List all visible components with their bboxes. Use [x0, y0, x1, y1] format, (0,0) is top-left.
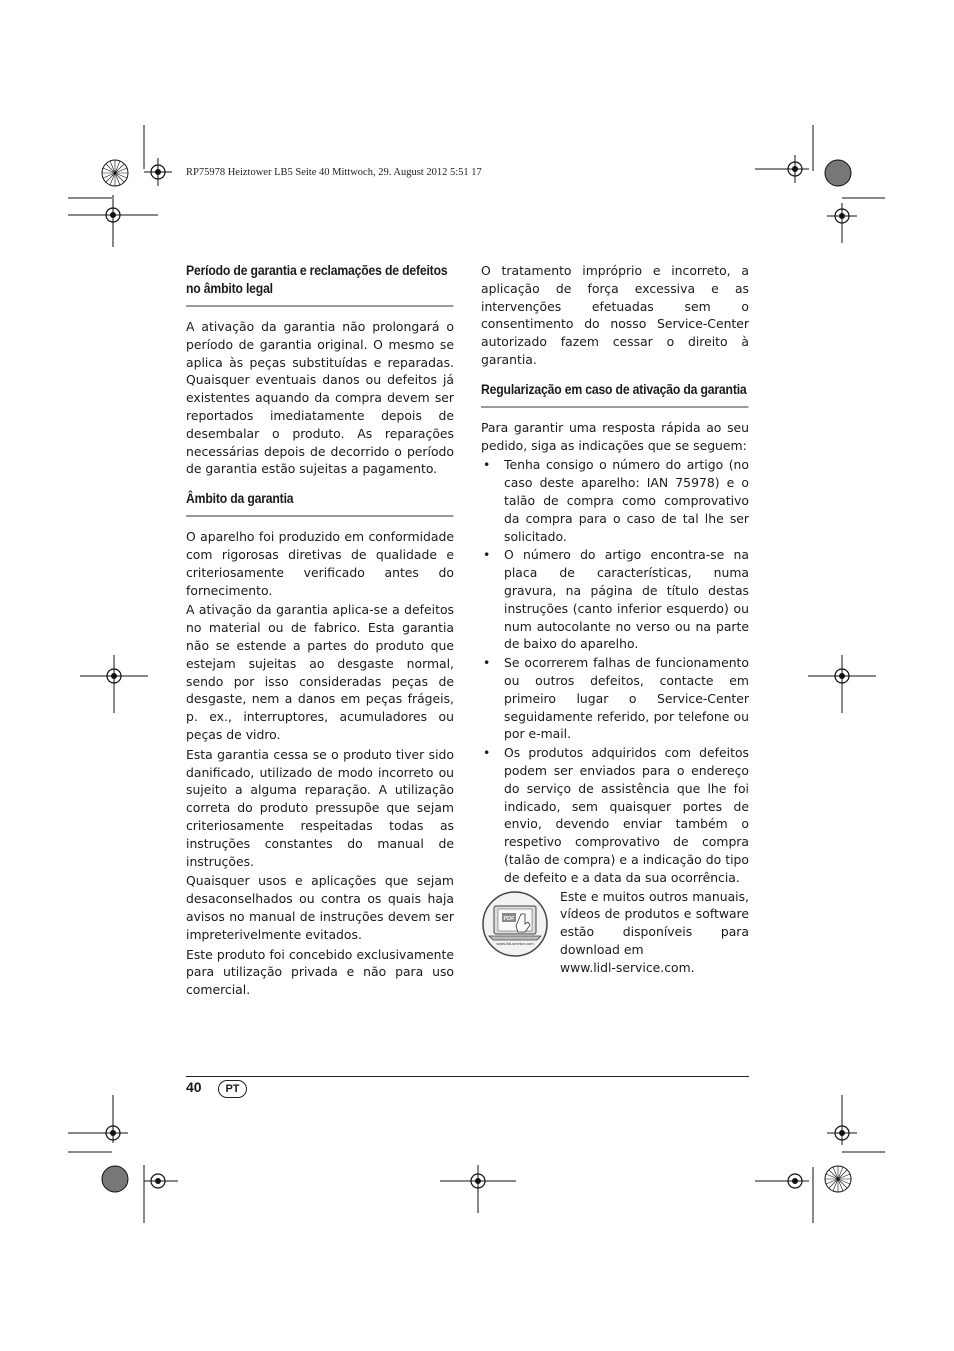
heading-warranty-scope: Âmbito da garantia	[186, 490, 453, 517]
pdf-badge-text: PDF	[503, 915, 515, 922]
pdf-download-icon	[481, 890, 549, 958]
icon-url-text: www.lidl-service.com	[496, 940, 534, 946]
paragraph-improper-use: O tratamento impróprio e incorreto, a aplicação de força excessiva e as intervenções efetuadas sem o consentimento do nosso Service-Center autorizado fazem cessar o direito à garantia.	[481, 263, 749, 367]
claim-instructions-list	[481, 456, 749, 886]
registration-mark-top-right	[755, 125, 885, 245]
paragraph-scope-5: Este produto foi concebido exclusivamente para utilização privada e não para uso comercial.	[186, 946, 454, 998]
download-promo	[481, 888, 749, 977]
promo-description: Este e muitos outros manuais, vídeos de produtos e software estão disponíveis para download em	[560, 888, 749, 957]
left-column	[186, 262, 454, 1001]
crosshair-mark-left-upper	[68, 195, 158, 255]
list-item: • Tenha consigo o número do artigo (no caso deste aparelho: IAN 75978) e o talão de compra como comprovativo da compra para o caso de tal lhe ser solicitado.	[481, 456, 749, 545]
section-warranty-claim	[481, 381, 749, 408]
crosshair-mark-left-middle	[80, 655, 150, 715]
right-column	[481, 262, 749, 976]
list-item: • O número do artigo encontra-se na placa de características, numa gravura, na página de título destas instruções (canto inferior esquerdo) ou num autocolante no verso ou na parte de baixo do aparelho.	[481, 546, 749, 653]
section-warranty-scope	[186, 490, 454, 517]
paragraph-scope-4: Quaisquer usos e aplicações que sejam desaconselhados ou contra os quais haja avisos no manual de instruções devem ser impreterivelmente evitados.	[186, 873, 454, 942]
crosshair-mark-top-left	[140, 150, 180, 190]
print-header: RP75978 Heiztower LB5 Seite 40 Mittwoch, 29. August 2012 5:51 17	[186, 167, 482, 178]
registration-mark-bottom-left	[68, 1095, 178, 1225]
language-badge: PT	[218, 1080, 247, 1098]
page-number: 40	[186, 1079, 202, 1095]
section-warranty-period	[186, 262, 454, 307]
paragraph-warranty-period: A ativação da garantia não prolongará o período de garantia original. O mesmo se aplica às peças substituídas e reparadas. Quaisquer eventuais danos ou defeitos já existentes aquando da compra devem ser reportados imediatamente depois de desembalar o produto. As reparações necessárias depois de decorrido o período de garantia estão sujeitas a pagamento.	[186, 319, 454, 477]
promo-text	[560, 888, 749, 977]
paragraph-claim-lead: Para garantir uma resposta rápida ao seu pedido, siga as indicações que se seguem:	[481, 419, 749, 453]
heading-warranty-claim: Regularização em caso de ativação da garantia	[481, 381, 748, 408]
paragraph-scope-2: A ativação da garantia aplica-se a defeitos no material ou de fabrico. Esta garantia não se estende a partes do produto que estejam sujeitas ao desgaste normal, sendo por isso consideradas peças de desgaste, nem a danos em peças frágeis, p. ex., interruptores, acumuladores ou peças de vidro.	[186, 602, 454, 742]
paragraph-scope-3: Esta garantia cessa se o produto tiver sido danificado, utilizado de modo incorreto ou sujeito a alguma reparação. A utilização correta do produto pressupõe que sejam criteriosamente respeitadas todas as instruções constantes do manual de instruções.	[186, 746, 454, 869]
crosshair-mark-right-middle	[808, 655, 878, 715]
paragraph-scope-1: O aparelho foi produzido em conformidade com rigorosas diretivas de qualidade e criteriosamente verificado antes do fornecimento.	[186, 529, 454, 598]
list-item: • Se ocorrerem falhas de funcionamento ou outros defeitos, contacte em primeiro lugar o Service-Center seguidamente referido, por telefone ou por e-mail.	[481, 654, 749, 743]
registration-mark-bottom-right	[755, 1095, 885, 1225]
crosshair-mark-bottom-center	[440, 1165, 516, 1215]
heading-warranty-period: Período de garantia e reclamações de defeitos no âmbito legal	[186, 262, 453, 307]
list-item: • Os produtos adquiridos com defeitos podem ser enviados para o endereço do serviço de assistência que lhe foi indicado, sem quaisquer portes de envio, devendo enviar também o respetivo comprovativo de compra (talão de compra) e a indicação do tipo de defeito e a data da sua ocorrência.	[481, 744, 749, 886]
footer-divider	[186, 1076, 749, 1077]
lidl-service-link[interactable]: www.lidl-service.com.	[560, 959, 695, 975]
